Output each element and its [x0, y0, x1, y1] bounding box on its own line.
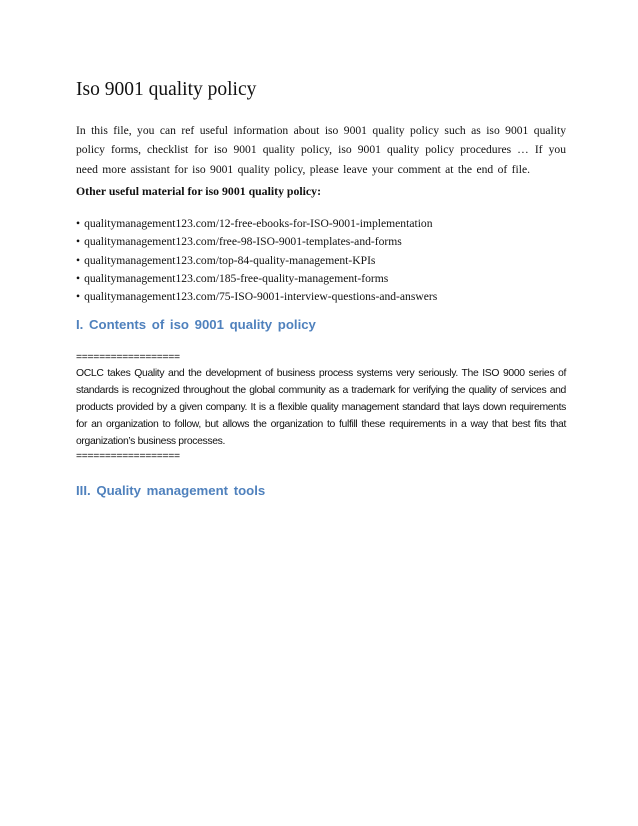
bullet-icon: •: [76, 217, 81, 230]
bullet-icon: •: [76, 290, 81, 304]
contents-paragraph: OCLC takes Quality and the development of business process systems very seriously. The ISO 9000 series of standards is recognized throughout the global community as a trademark for verifying the quality of services and products provided by a given company. It is a flexible quality management standard that lays down requirements for an organization to follow, but allows the organization to fulfill these requirements in a way that best fits that organization’s business processes.: [76, 368, 566, 447]
useful-link[interactable]: qualitymanagement123.com/75-ISO-9001-interview-questions-and-answers: [84, 290, 438, 304]
divider-bottom: ==================: [76, 451, 180, 462]
useful-link[interactable]: qualitymanagement123.com/185-free-quality-management-forms: [84, 271, 389, 285]
useful-link[interactable]: qualitymanagement123.com/top-84-quality-management-KPIs: [84, 253, 376, 267]
bullet-icon: •: [76, 253, 81, 267]
section-heading-contents: I. Contents of iso 9001 quality policy: [76, 317, 316, 332]
useful-link[interactable]: qualitymanagement123.com/12-free-ebooks-for-ISO-9001-implementation: [84, 217, 433, 230]
useful-link[interactable]: qualitymanagement123.com/free-98-ISO-9001-templates-and-forms: [84, 235, 402, 249]
list-item: [76, 215, 437, 233]
useful-material-heading: Other useful material for iso 9001 quality policy:: [76, 184, 321, 198]
divider-top: ==================: [76, 352, 180, 363]
intro-paragraph: In this file, you can ref useful information about iso 9001 quality policy such as iso 9001 quality policy forms, checklist for iso 9001 quality policy, iso 9001 quality policy procedures … If you need more assistant for iso 9001 quality policy, please leave your comment at the end of file.: [76, 124, 566, 176]
list-item: [76, 288, 437, 306]
list-item: [76, 233, 437, 251]
section-heading-quality-tools: III. Quality management tools: [76, 483, 266, 498]
page-title: Iso 9001 quality policy: [76, 79, 257, 100]
useful-links-list: [76, 215, 437, 306]
bullet-icon: •: [76, 235, 81, 249]
list-item: [76, 252, 437, 270]
list-item: [76, 270, 437, 288]
bullet-icon: •: [76, 271, 81, 285]
